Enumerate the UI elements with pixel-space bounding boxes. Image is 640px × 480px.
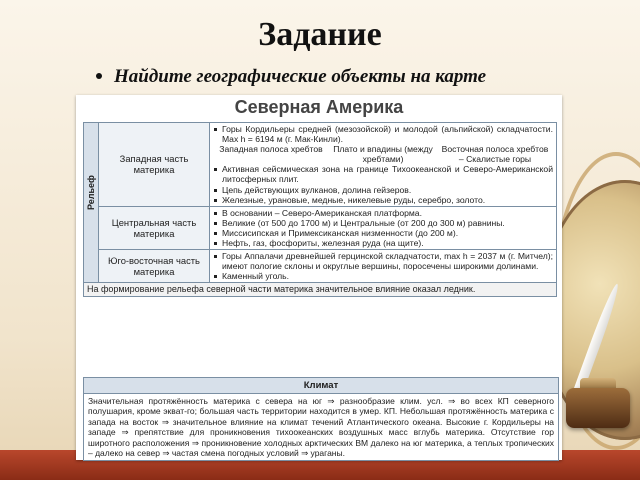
list-item: Миссисипская и Примексиканская низменности (до 200 м). <box>213 228 553 238</box>
table-row <box>84 283 557 296</box>
list-item: Железные, урановые, медные, никелевые руды, серебро, золото. <box>213 195 553 205</box>
belt-west: Западная полоса хребтов <box>219 144 323 155</box>
glacier-note: На формирование рельефа северной части материка значительное влияние оказал ледник. <box>84 283 557 296</box>
list-item: Нефть, газ, фосфориты, железная руда (на щите). <box>213 238 553 248</box>
table-row <box>84 206 557 249</box>
list-item: Горы Аппалачи древнейшей герцинской складчатости, max h = 2037 м (г. Митчел); имеют пологие склоны и округлые вершины, поросечены широкими долинами. <box>213 251 553 271</box>
climate-heading: Климат <box>84 378 558 394</box>
belts-row <box>213 144 553 164</box>
climate-box <box>83 377 559 461</box>
relief-side-header <box>84 123 99 283</box>
relief-label: Рельеф <box>85 174 96 210</box>
region-west-content <box>210 123 557 207</box>
region-southeast: Юго-восточная часть материка <box>99 250 210 283</box>
region-west: Западная часть материка <box>99 123 210 207</box>
table-row <box>84 123 557 207</box>
region-central: Центральная часть материка <box>99 206 210 249</box>
slide-title: Задание <box>258 16 382 53</box>
table-row <box>84 250 557 283</box>
inkwell-image <box>566 388 630 428</box>
relief-table <box>83 122 557 297</box>
climate-text: Значительная протяжённость материка с севера на юг ⇒ разнообразие клим. усл. ⇒ во всех КП северного полушария, кроме экват-го; большая часть территории находится в умер. КП. Небольшая протяжённость материка с запада на восток ⇒ значительное влияние на климат течений Атлантического океана. Высокие г. Кордильеры на западе ⇒ препятствие для проникновения тихоокеанских воздушных масс вглубь материка. Отсутствие гор широтного расположения ⇒ проникновение холодных арктических ВМ далеко на юг материка, а теплых тропических – далеко на север ⇒ частая смена погодных условий ⇒ ураганы. <box>88 396 554 459</box>
bullet-dot-icon <box>96 73 102 79</box>
task-bullet-text: Найдите географические объекты на карте <box>114 66 487 87</box>
task-bullet <box>96 66 486 88</box>
list-item: Каменный уголь. <box>213 271 553 281</box>
region-central-content <box>210 206 557 249</box>
belt-middle: Плато и впадины (между хребтами) <box>333 144 433 165</box>
textbook-table-image <box>76 95 562 460</box>
list-item: Горы Кордильеры средней (мезозойской) и молодой (альпийской) складчатости. Max h = 6194 м (г. Мак-Кинли). <box>213 124 553 144</box>
table-heading: Северная Америка <box>234 97 404 117</box>
belt-east: Восточная полоса хребтов – Скалистые горы <box>441 144 549 165</box>
region-southeast-content <box>210 250 557 283</box>
list-item: Цепь действующих вулканов, долина гейзеров. <box>213 185 553 195</box>
list-item: Великие (от 500 до 1700 м) и Центральные (от 200 до 300 м) равнины. <box>213 218 553 228</box>
list-item: Активная сейсмическая зона на границе Тихоокеанской и Северо-Американской литосферных плит. <box>213 164 553 184</box>
list-item: В основании – Северо-Американская платформа. <box>213 208 553 218</box>
